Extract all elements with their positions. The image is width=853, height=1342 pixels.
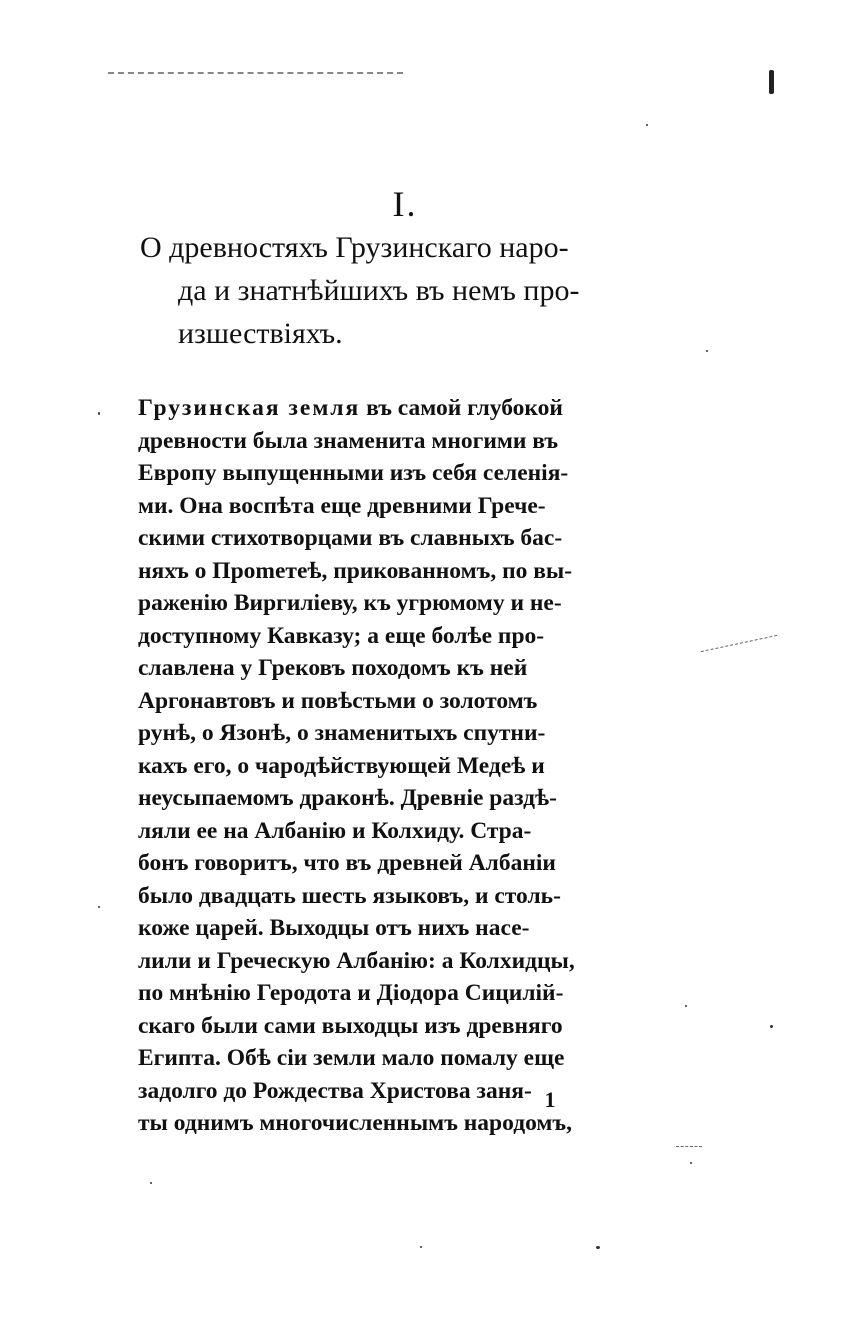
scan-speck: [701, 635, 778, 652]
body-line: бонъ говоритъ, что въ древней Албаніи: [138, 850, 556, 876]
body-line: было двадцать шесть языковъ, и столь-: [138, 882, 561, 909]
scan-speck: [646, 124, 648, 126]
page-number: 1: [544, 1087, 556, 1112]
body-line: ляли ее на Албанію и Колхиду. Стра-: [138, 817, 532, 844]
body-line: по мнѣнію Геродота и Діодора Сицилій-: [138, 980, 564, 1006]
chapter-numeral: I.: [392, 184, 418, 224]
body-line: славлена у Грековъ походомъ къ ней: [138, 655, 528, 681]
scan-speck: [420, 1246, 422, 1248]
body-line: доступному Кавказу; а еще болѣе про-: [138, 622, 545, 649]
body-line: коже царей. Выходцы отъ нихъ насе-: [138, 915, 530, 941]
body-line: няхъ о Проmетеѣ, прикованномъ, по вы-: [138, 557, 573, 584]
chapter-title: [140, 226, 680, 355]
scan-speck: [150, 1182, 152, 1184]
body-line: ты однимъ многочисленнымъ народомъ,: [138, 1110, 572, 1136]
scan-speck: [706, 350, 708, 352]
body-line: Европу выпущенными изъ себя селенія-: [138, 460, 569, 486]
body-line: задолго до Рождества Христова заня-: [138, 1077, 532, 1104]
scan-speck: [770, 1025, 773, 1028]
body-line: Аргонавтовъ и повѣстьми о золотомъ: [138, 687, 538, 714]
chapter-title-line: О древностяхъ Грузинскаго наро-: [140, 231, 569, 264]
body-line: неусыпаемомъ драконѣ. Древніе раздѣ-: [138, 785, 557, 811]
body-line: Египта. Обѣ сіи земли мало помалу еще: [138, 1045, 565, 1071]
scan-speck: [596, 1246, 600, 1249]
body-line: скими стихотворцами въ славныхъ бас-: [138, 525, 563, 551]
body-line: скаго были сами выходцы изъ древняго: [138, 1012, 563, 1039]
top-rule-marks: [108, 72, 403, 74]
scan-speck: [98, 412, 100, 415]
edge-ink-mark: [769, 70, 774, 94]
scan-speck: [690, 1162, 692, 1164]
body-line: лили и Греческую Албанію: а Колхидцы,: [138, 947, 575, 974]
body-paragraph: [138, 392, 668, 1140]
chapter-title-line: да и знатнѣйшихъ въ немъ про-: [178, 274, 580, 307]
body-line: [138, 392, 668, 425]
scan-speck: [676, 1146, 702, 1147]
body-line: ми. Она воспѣта еще древними Грече-: [138, 492, 546, 519]
chapter-title-line: изшествіяхъ.: [178, 317, 343, 350]
body-line: кахъ его, о чародѣйствующей Медеѣ и: [138, 752, 545, 779]
scan-speck: [685, 1005, 687, 1007]
body-line: древности была знаменита многими въ: [138, 427, 559, 454]
body-lead-words: Грузинская земля: [138, 395, 361, 421]
scan-speck: [98, 906, 100, 908]
body-line-rest: въ самой глубокой: [366, 395, 563, 421]
body-line: раженію Виргиліеву, къ угрюмому и не-: [138, 590, 562, 616]
body-line: рунѣ, о Язонѣ, о знаменитыхъ спутни-: [138, 720, 546, 746]
